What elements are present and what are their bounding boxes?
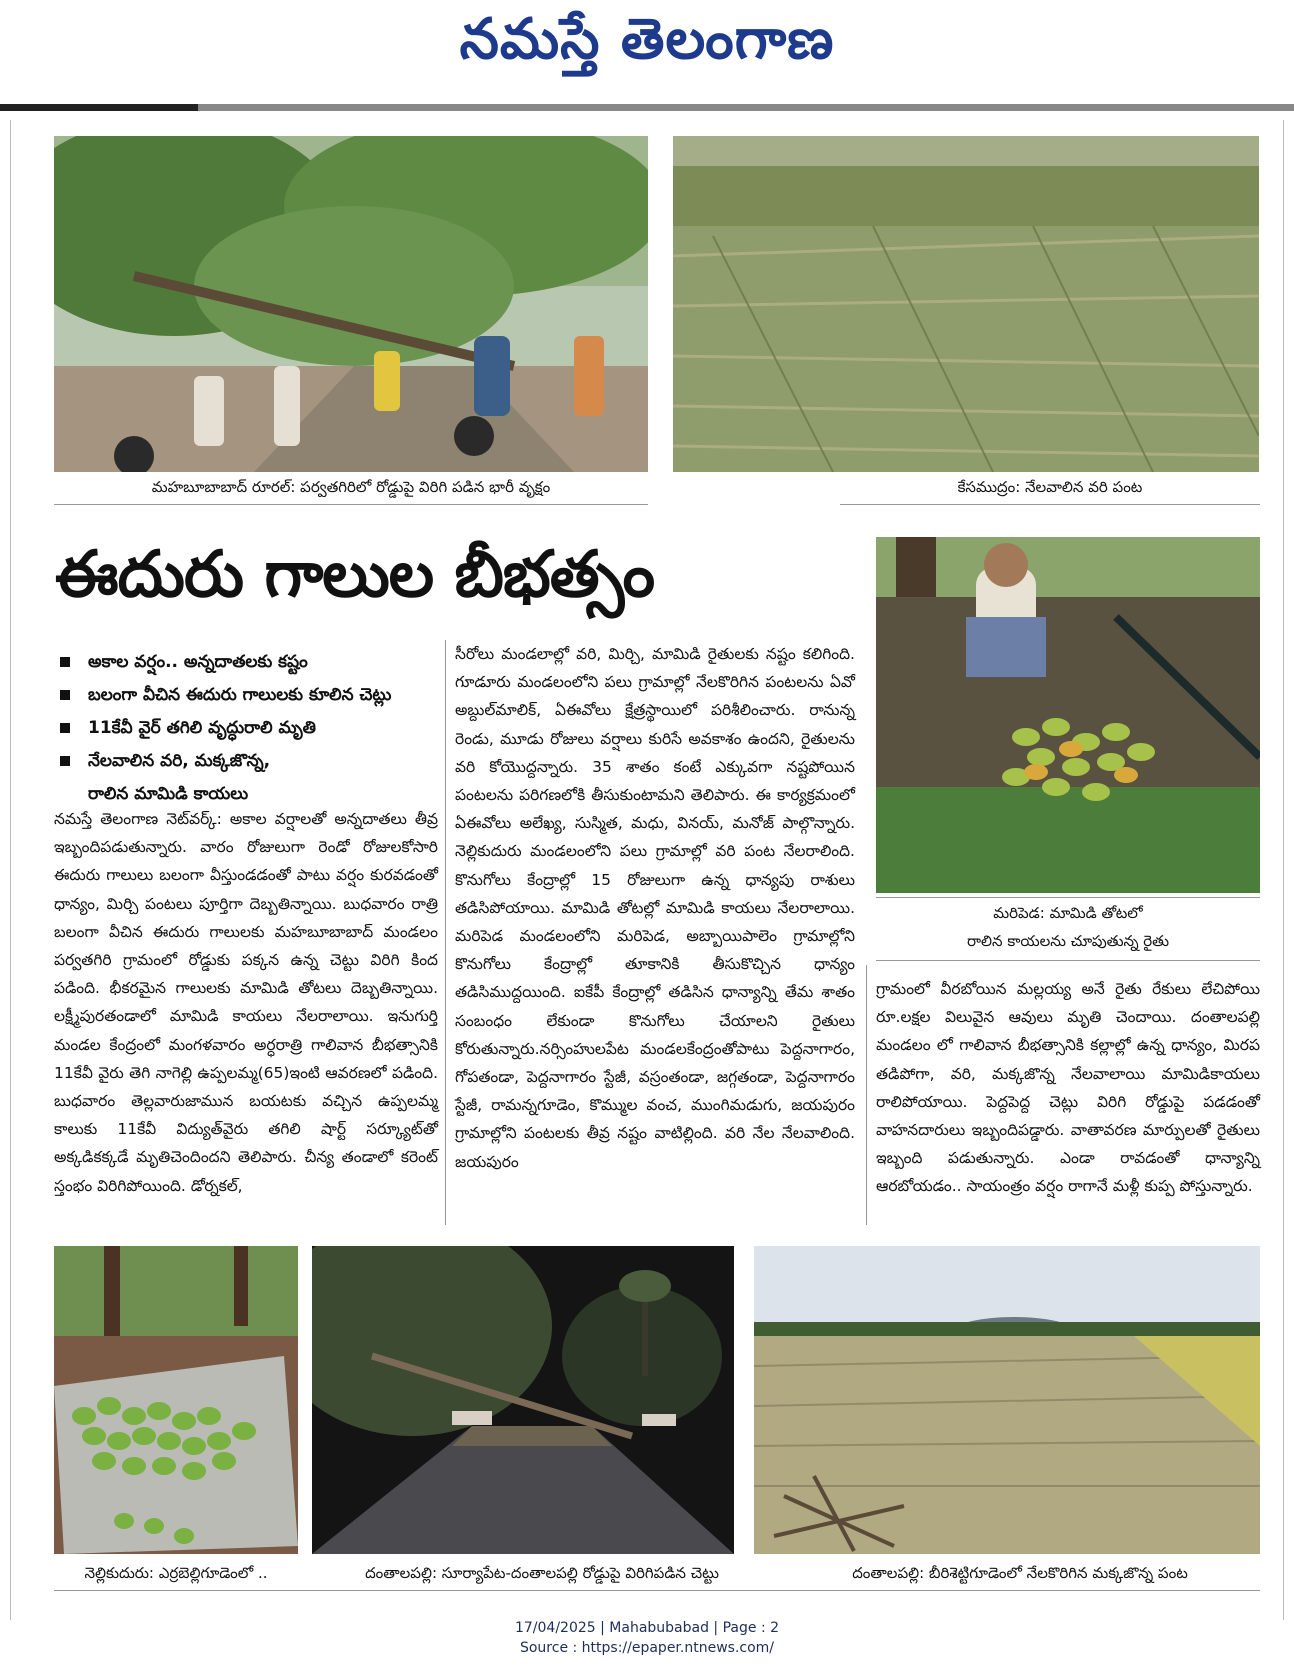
caption-rule xyxy=(54,504,648,505)
masthead-rule-dark xyxy=(0,104,198,111)
bullet-text: 11కేవీ వైర్ తగిలి వృద్ధురాలి మృతి xyxy=(88,718,316,738)
bullet-square xyxy=(60,723,70,733)
photo-mangoes-erraballigudem xyxy=(54,1246,298,1554)
bullet-text: బలంగా వీచిన ఈదురు గాలులకు కూలిన చెట్లు xyxy=(88,685,392,705)
photo-flattened-paddy-kesamudram xyxy=(673,136,1259,472)
bullet-item xyxy=(58,646,448,679)
bullet-item xyxy=(58,745,448,778)
caption-rule xyxy=(54,1590,1260,1591)
article-headline: ఈదురు గాలుల బీభత్సం xyxy=(55,537,655,612)
bullet-square xyxy=(60,657,70,667)
article-column-1 xyxy=(54,805,438,1200)
caption-bottom-middle: దంతాలపల్లి: సూర్యాపేట-దంతాలపల్లి రోడ్డుపై విరిగిపడిన చెట్టు xyxy=(365,1564,719,1582)
newspaper-logo: నమస్తే తెలంగాణ xyxy=(459,6,835,72)
masthead xyxy=(0,0,1294,100)
bullet-square xyxy=(60,756,70,766)
photo-fallen-tree-parvathagiri xyxy=(54,136,648,472)
page-frame-left xyxy=(10,120,11,1620)
bullet-text: అకాల వర్షం.. అన్నదాతలకు కష్టం xyxy=(88,652,308,672)
caption-bottom-left: నెల్లికుదురు: ఎర్రబెల్లిగూడెంలో .. xyxy=(84,1564,268,1582)
caption-bottom-right: దంతాలపల్లి: బీరిశెట్టిగూడెంలో నేలకొరిగిన మక్కజొన్న పంట xyxy=(852,1564,1188,1582)
caption-rule xyxy=(876,960,1260,961)
article-column-3 xyxy=(876,975,1260,1201)
bullet-item xyxy=(58,712,448,745)
caption-farmer-line1: మరిపెడ: మామిడి తోటలో xyxy=(993,904,1143,922)
photo-farmer-mangoes-maripeda xyxy=(876,537,1260,893)
article-paragraph: గ్రామంలో వీరబోయిన మల్లయ్య అనే రైతు రేకులు లేచిపోయి రూ.లక్షల విలువైన ఆవులు మృతి చెందాయి. దంతాలపల్లి మండలం లో గాలివాన బీభత్సానికి కల్లాల్లో ఉన్న ధాన్యం, మిరప తడిపోగా, వరి, మక్కజొన్న నేలవాలాయి మామిడికాయలు రాలిపోయాయి. పెద్దపెద్ద చెట్లు విరిగి రోడ్డుపై పడడంతో వాహనదారులు ఇబ్బందిపడ్డారు. వాతావరణ మార్పులతో రైతులు ఇబ్బంది పడుతున్నారు. ఎండా రావడంతో ధాన్యాన్ని ఆరబోయడం.. సాయంత్రం వర్షం రాగానే మళ్లీ కుప్ప పోస్తున్నారు. xyxy=(876,980,1260,1196)
caption-rule xyxy=(840,504,1260,505)
footer-date-edition: 17/04/2025 | Mahabubabad | Page : 2 xyxy=(514,1620,780,1636)
bullet-continuation: రాలిన మామిడి కాయలు xyxy=(88,784,249,804)
caption-farmer-line2: రాలిన కాయలను చూపుతున్న రైతు xyxy=(966,932,1170,950)
bullet-square xyxy=(60,690,70,700)
caption-top-left: మహబూబాబాద్ రూరల్: పర్వతగిరిలో రోడ్డుపై విరిగి పడిన భారీ వృక్షం xyxy=(151,478,551,496)
column-divider xyxy=(445,640,446,1225)
page-frame-right xyxy=(1283,120,1284,1620)
article-column-2 xyxy=(455,640,855,1176)
bullet-text: నేలవాలిన వరి, మక్కజొన్న, xyxy=(88,751,271,771)
page-footer xyxy=(0,1618,1294,1658)
column-divider xyxy=(866,965,867,1225)
footer-source-link[interactable]: Source : https://epaper.ntnews.com/ xyxy=(519,1640,775,1656)
bullet-item xyxy=(58,679,448,712)
caption-top-right: కేసముద్రం: నేలవాలిన వరి పంట xyxy=(957,478,1143,496)
article-bullets xyxy=(58,646,448,811)
article-paragraph: సీరోలు మండలాల్లో వరి, మిర్చి, మామిడి రైతులకు నష్టం కలిగింది. గూడూరు మండలంలోని పలు గ్రామాల్లో నేలకొరిగిన పంటలను ఏవో అబ్దుల్‌మాలిక్, ఏఈవోలు క్షేత్రస్థాయిలో పరిశీలించారు. రానున్న రెండు, మూడు రోజులు వర్షాలు కురిసే అవకాశం ఉందని, రైతులను వరి కోయొద్దన్నారు. 35 శాతం కంటే ఎక్కువగా నష్టపోయిన పంటలను పరిగణలోకి తీసుకుంటామని తెలిపారు. ఈ కార్యక్రమంలో ఏఈవోలు అలేఖ్య, సుస్మిత, మధు, వినయ్, మనోజ్ పాల్గొన్నారు. నెల్లికుదురు మండలంలోని పలు గ్రామాల్లో వరి పంట నేలరాలింది. కొనుగోలు కేంద్రాల్లో 15 రోజులుగా ఉన్న ధాన్యపు రాశులు తడిసిపోయాయి. మామిడి తోటల్లో మామిడి కాయలు నేలరాలాయి. మరిపెడ మండలంలోని మరిపెడ, అబ్బాయిపాలెం గ్రామాల్లోని కొనుగోలు కేంద్రాల్లో తూకానికి తీసుకొచ్చిన ధాన్యం తడిసిముద్దయింది. ఐకేపీ కేంద్రాల్లో తడిసిన ధాన్యాన్ని తేమ శాతం సంబంధం లేకుండా కొనుగోలు చేయాలని రైతులు కోరుతున్నారు.నర్సింహులపేట మండలకేంద్రంతోపాటు పెద్దనాగారం, గోపతండా, పెద్దనాగారం స్టేజీ, వస్రంతండా, జగ్గతండా, పెద్దనాగారం స్టేజీ, రామన్నగూడెం, కొమ్ముల వంచ, ముంగిమడుగు, జయపురం గ్రామాల్లోని పంటలకు తీవ్ర నష్టం వాటిల్లింది. వరి నేల నేలవాలింది. జయపురం xyxy=(455,645,855,1171)
masthead-rule-grey xyxy=(198,104,1294,111)
caption-rule xyxy=(876,897,1260,898)
photo-fallen-tree-dantalapalli-road xyxy=(312,1246,734,1554)
article-paragraph: నమస్తే తెలంగాణ నెట్‌వర్క్: అకాల వర్షాలతో అన్నదాతలు తీవ్ర ఇబ్బందిపడుతున్నారు. వారం రోజులుగా రెండో రోజులకోసారి ఈదురు గాలులు బలంగా వీస్తుండడంతో పాటు వర్షం కురవడంతో ధాన్యం, మిర్చి పంటలు పూర్తిగా దెబ్బతిన్నాయి. బుధవారం రాత్రి బలంగా వీచిన ఈదురు గాలులకు మహబూబాబాద్ మండలం పర్వతగిరి గ్రామంలో రోడ్డుకు పక్కన ఉన్న చెట్టు విరిగి కింద పడింది. భీకరమైన గాలులకు మామిడి తోటలు దెబ్బతిన్నాయి. లక్ష్మీపురతండాలో మామిడి కాయలు నేలరాలాయి. ఇనుగుర్తి మండల కేంద్రంలో మంగళవారం అర్ధరాత్రి గాలివాన బీభత్సానికి 11కేవీ వైరు తెగి నాగెల్లి ఉప్పలమ్మ(65)ఇంటి ఆవరణలో పడింది. బుధవారం తెల్లవారుజామున బయటకు వచ్చిన ఉప్పలమ్మ కాలుకు 11కేవీ విద్యుత్‌వైరు తగిలి షార్ట్ సర్క్యూట్‌తో అక్కడికక్కడే మృతిచెందిందని తెలిపారు. చీన్య తండాలో కరెంట్ స్తంభం విరిగిపోయింది. డోర్నకల్, xyxy=(54,810,438,1195)
photo-flattened-maize-beerisettigudem xyxy=(754,1246,1260,1554)
